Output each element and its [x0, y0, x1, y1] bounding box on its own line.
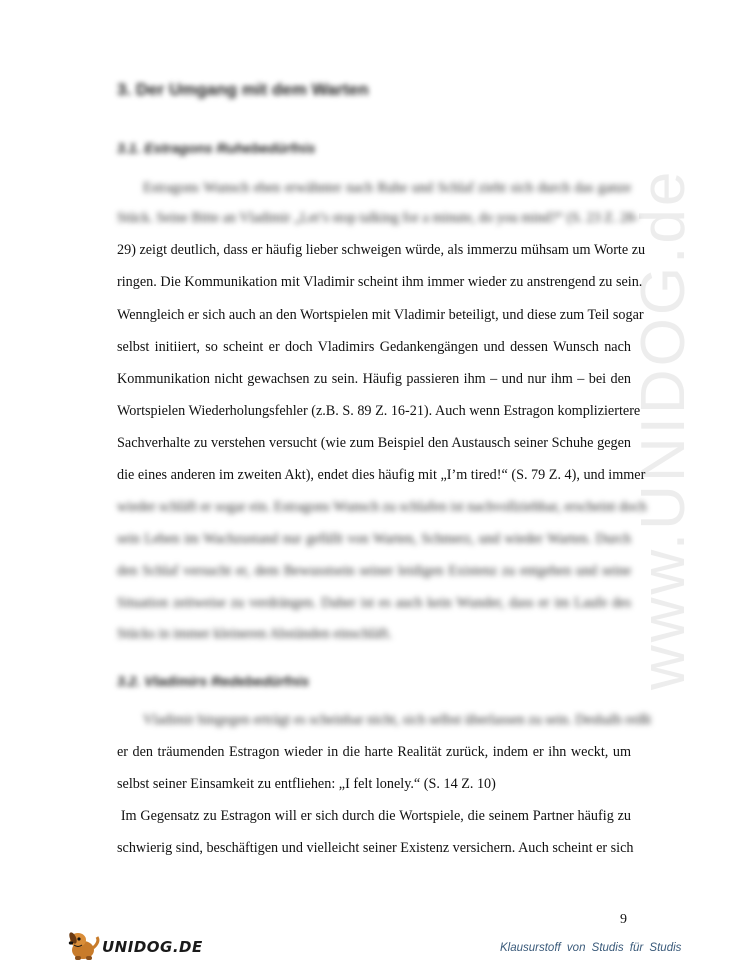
- paragraph-line: Wenngleich er sich auch an den Wortspielen mit Vladimir beteiligt, und diese zum Teil sogar: [117, 307, 644, 323]
- paragraph-line: er den träumenden Estragon wieder in die harte Realität zurück, indem er ihn weckt, um: [117, 744, 631, 760]
- section-heading: 3.1. Estragons Ruhebedürfnis: [117, 140, 316, 156]
- paragraph-line: selbst seiner Einsamkeit zu entfliehen: „I felt lonely.“ (S. 14 Z. 10): [117, 776, 496, 792]
- paragraph-line: den Schlaf versucht er, dem Bewusstsein seiner leidigen Existenz zu entgehen und seine: [117, 563, 631, 579]
- paragraph-line: Stück. Seine Bitte an Vladimir „Let’s stop talking for a minute, do you mind?“ (S. 23 Z. 28-: [117, 210, 639, 226]
- page-number: 9: [620, 912, 627, 927]
- section-heading: 3.2. Vladimirs Redebedürfnis: [117, 673, 310, 689]
- paragraph-line: Vladimir hingegen erträgt es scheinbar nicht, sich selbst überlassen zu sein. Deshalb reißt: [143, 712, 652, 728]
- paragraph-line: Wortspielen Wiederholungsfehler (z.B. S. 89 Z. 16-21). Auch wenn Estragon kompliziertere: [117, 403, 641, 419]
- paragraph-line: ringen. Die Kommunikation mit Vladimir scheint ihm immer wieder zu anstrengend zu sein.: [117, 274, 643, 290]
- watermark: www.UNIDOG.de: [629, 168, 698, 690]
- paragraph-line: Estragons Wunsch eben erwähnter nach Ruhe und Schlaf zieht sich durch das ganze: [143, 180, 631, 196]
- chapter-heading: 3. Der Umgang mit dem Warten: [117, 80, 369, 99]
- paragraph-line: 29) zeigt deutlich, dass er häufig lieber schweigen würde, als immerzu mühsam um Worte zu: [117, 242, 646, 258]
- paragraph-line: wieder schläft er sogar ein. Estragons Wunsch zu schlafen ist nachvollziehbar, erscheint doch: [117, 499, 647, 515]
- paragraph-line: Sachverhalte zu verstehen versucht (wie zum Beispiel den Austausch seiner Schuhe gegen: [117, 435, 631, 451]
- unidog-logo[interactable]: [66, 928, 203, 964]
- paragraph-line: selbst initiiert, so scheint er doch Vladimirs Gedankengängen und dessen Wunsch nach: [117, 339, 631, 355]
- footer-slogan: Klausurstoff von Studis für Studis: [500, 942, 682, 954]
- paragraph-line: Stücks in immer kleineren Abständen einschläft.: [117, 626, 393, 642]
- paragraph-line: Im Gegensatz zu Estragon will er sich durch die Wortspiele, die seinem Partner häufig zu: [117, 808, 631, 824]
- paragraph-line: die eines anderen im zweiten Akt), endet dies häufig mit „I’m tired!“ (S. 79 Z. 4), und immer: [117, 467, 646, 483]
- logo-text: UNIDOG.DE: [102, 938, 203, 956]
- paragraph-line: Situation zeitweise zu verdrängen. Daher ist es auch kein Wunder, dass er im Laufe des: [117, 595, 631, 611]
- paragraph-line: Kommunikation nicht gewachsen zu sein. Häufig passieren ihm – und nur ihm – bei den: [117, 371, 631, 387]
- dog-mascot-icon: [66, 928, 102, 962]
- paragraph-line: sein Leben im Wachzustand nur gefüllt von Warten, Schmerz, und wieder Warten. Durch: [117, 531, 631, 547]
- paragraph-line: schwierig sind, beschäftigen und vielleicht seiner Existenz versichern. Auch scheint er sich: [117, 840, 634, 856]
